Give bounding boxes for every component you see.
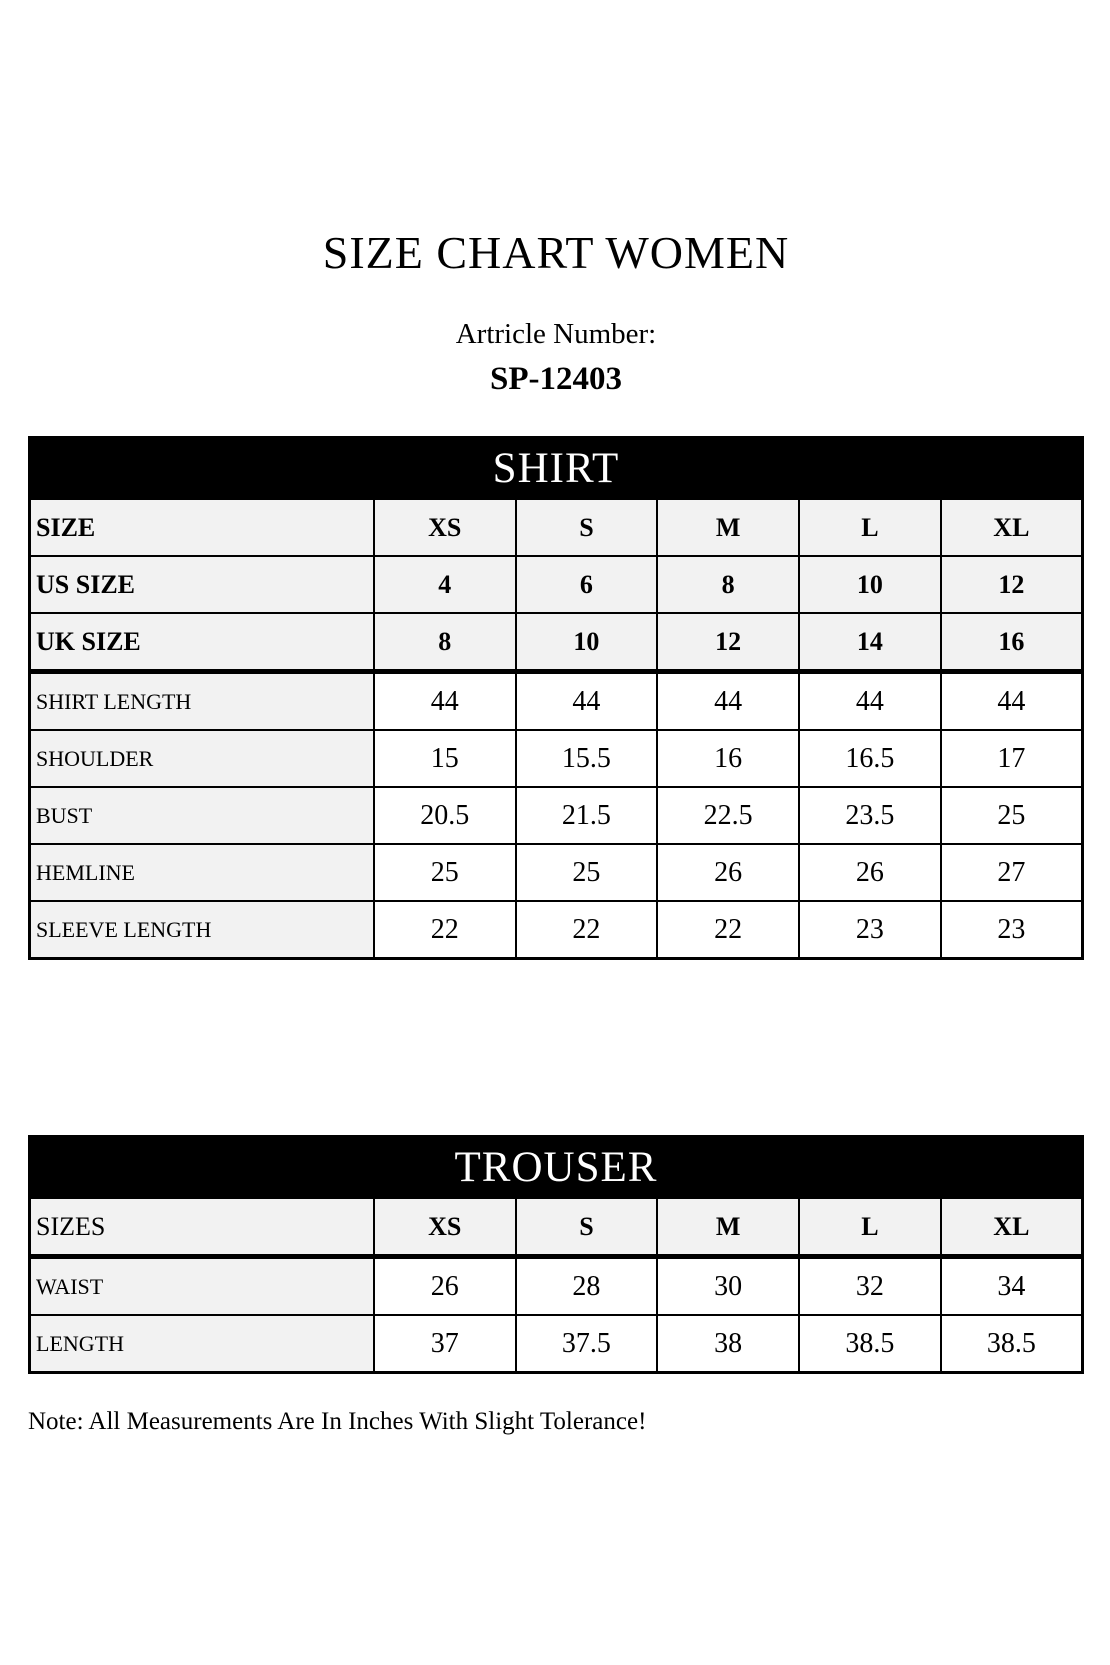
row-label-cell: LENGTH xyxy=(30,1315,374,1373)
article-number-label: Artricle Number: xyxy=(455,318,657,350)
row-label-cell: SIZES xyxy=(30,1198,374,1257)
value-cell: 21.5 xyxy=(516,787,658,844)
shirt-table-body xyxy=(30,499,1083,959)
table-row xyxy=(30,901,1083,959)
page-title: SIZE CHART WOMEN xyxy=(322,227,790,278)
value-cell: 6 xyxy=(516,556,658,613)
table-row xyxy=(30,1257,1083,1316)
shirt-table-band xyxy=(30,438,1083,500)
row-label-cell: SHOULDER xyxy=(30,730,374,787)
value-cell: 22.5 xyxy=(657,787,799,844)
value-cell: 37 xyxy=(374,1315,516,1373)
value-cell: L xyxy=(799,1198,941,1257)
value-cell: 23 xyxy=(941,901,1083,959)
shirt-size-table xyxy=(28,436,1084,960)
value-cell: 22 xyxy=(657,901,799,959)
value-cell: M xyxy=(657,499,799,556)
value-cell: 20.5 xyxy=(374,787,516,844)
value-cell: 37.5 xyxy=(516,1315,658,1373)
value-cell: 14 xyxy=(799,613,941,672)
value-cell: 25 xyxy=(941,787,1083,844)
trouser-table-body xyxy=(30,1198,1083,1373)
table-row xyxy=(30,1315,1083,1373)
value-cell: XL xyxy=(941,1198,1083,1257)
table-gap xyxy=(28,960,1084,1135)
value-cell: 38.5 xyxy=(799,1315,941,1373)
row-label-cell: UK SIZE xyxy=(30,613,374,672)
row-label-cell: US SIZE xyxy=(30,556,374,613)
shirt-table-title: SHIRT xyxy=(30,438,1083,500)
row-label-cell: SHIRT LENGTH xyxy=(30,672,374,731)
value-cell: 23 xyxy=(799,901,941,959)
value-cell: 32 xyxy=(799,1257,941,1316)
value-cell: 34 xyxy=(941,1257,1083,1316)
table-row xyxy=(30,672,1083,731)
value-cell: 22 xyxy=(516,901,658,959)
table-row xyxy=(30,499,1083,556)
value-cell: 16 xyxy=(941,613,1083,672)
value-cell: 44 xyxy=(516,672,658,731)
value-cell: 23.5 xyxy=(799,787,941,844)
value-cell: 44 xyxy=(657,672,799,731)
value-cell: 10 xyxy=(799,556,941,613)
value-cell: 15 xyxy=(374,730,516,787)
value-cell: 26 xyxy=(799,844,941,901)
value-cell: S xyxy=(516,1198,658,1257)
value-cell: 26 xyxy=(657,844,799,901)
trouser-table-title: TROUSER xyxy=(30,1137,1083,1199)
value-cell: 30 xyxy=(657,1257,799,1316)
value-cell: 12 xyxy=(941,556,1083,613)
value-cell: 38.5 xyxy=(941,1315,1083,1373)
value-cell: 26 xyxy=(374,1257,516,1316)
row-label-cell: SLEEVE LENGTH xyxy=(30,901,374,959)
trouser-table-band xyxy=(30,1137,1083,1199)
value-cell: 28 xyxy=(516,1257,658,1316)
table-row xyxy=(30,556,1083,613)
value-cell: 16 xyxy=(657,730,799,787)
measurement-note: Note: All Measurements Are In Inches With Slight Tolerance! xyxy=(28,1408,647,1435)
table-row xyxy=(30,787,1083,844)
value-cell: 4 xyxy=(374,556,516,613)
row-label-cell: SIZE xyxy=(30,499,374,556)
value-cell: 25 xyxy=(516,844,658,901)
value-cell: 27 xyxy=(941,844,1083,901)
value-cell: 25 xyxy=(374,844,516,901)
value-cell: XS xyxy=(374,1198,516,1257)
row-label-cell: BUST xyxy=(30,787,374,844)
row-label-cell: WAIST xyxy=(30,1257,374,1316)
value-cell: 44 xyxy=(374,672,516,731)
value-cell: 15.5 xyxy=(516,730,658,787)
table-row xyxy=(30,613,1083,672)
value-cell: 8 xyxy=(374,613,516,672)
table-row xyxy=(30,730,1083,787)
article-number-value: SP-12403 xyxy=(490,361,622,397)
value-cell: 8 xyxy=(657,556,799,613)
trouser-size-table xyxy=(28,1135,1084,1374)
row-label-cell: HEMLINE xyxy=(30,844,374,901)
value-cell: 38 xyxy=(657,1315,799,1373)
value-cell: 17 xyxy=(941,730,1083,787)
value-cell: 10 xyxy=(516,613,658,672)
value-cell: 12 xyxy=(657,613,799,672)
value-cell: 22 xyxy=(374,901,516,959)
value-cell: S xyxy=(516,499,658,556)
value-cell: XL xyxy=(941,499,1083,556)
value-cell: XS xyxy=(374,499,516,556)
value-cell: 44 xyxy=(799,672,941,731)
table-row xyxy=(30,1198,1083,1257)
value-cell: M xyxy=(657,1198,799,1257)
value-cell: 16.5 xyxy=(799,730,941,787)
value-cell: 44 xyxy=(941,672,1083,731)
table-row xyxy=(30,844,1083,901)
value-cell: L xyxy=(799,499,941,556)
